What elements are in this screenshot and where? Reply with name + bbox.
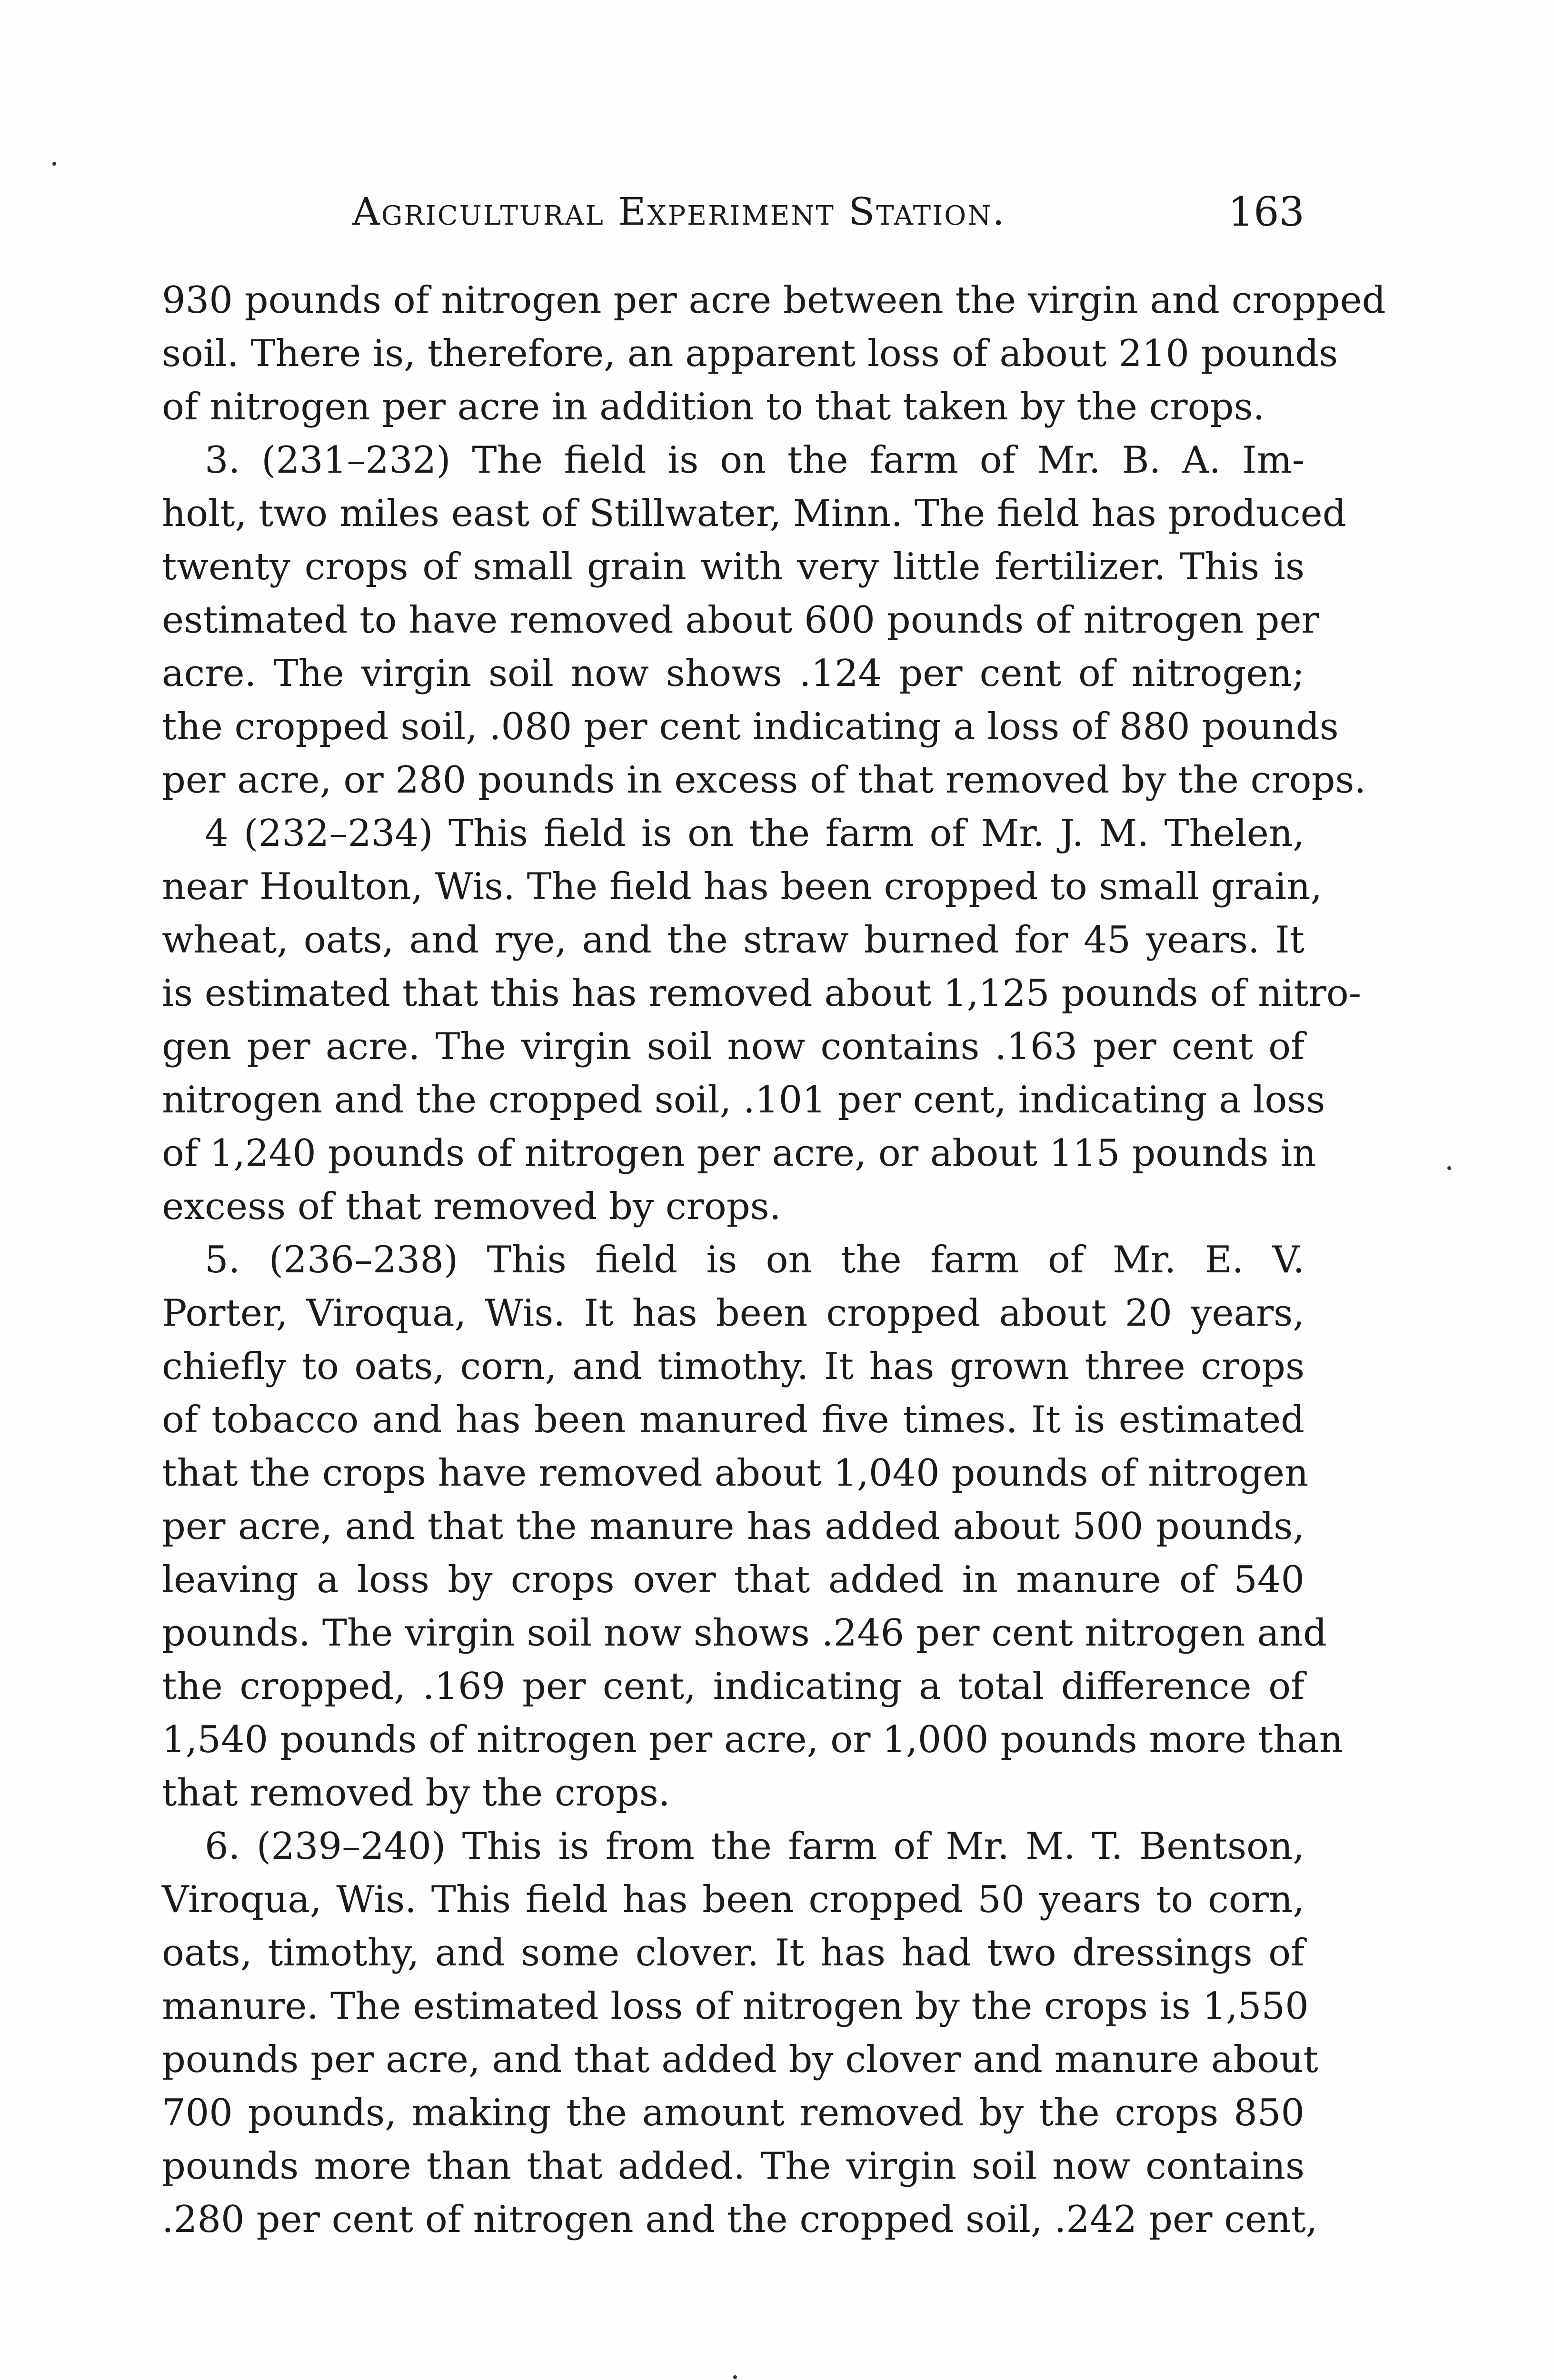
text-line: of tobacco and has been manured five times. It is estimated (162, 1398, 1305, 1441)
text-line: per acre, and that the manure has added about 500 pounds, (162, 1505, 1305, 1548)
paragraph-start-line: 4 (232–234) This field is on the farm of Mr. J. M. Thelen, (205, 812, 1305, 855)
paragraph-start-line: 5. (236–238) This field is on the farm of Mr. E. V. (205, 1239, 1305, 1281)
text-line: is estimated that this has removed about 1,125 pounds of nitro- (162, 972, 1362, 1015)
text-line: pounds per acre, and that added by clover and manure about (162, 2038, 1318, 2081)
text-line: Viroqua, Wis. This field has been cropped 50 years to corn, (162, 1878, 1305, 1921)
text-line: per acre, or 280 pounds in excess of that removed by the crops. (162, 759, 1366, 802)
text-line: of 1,240 pounds of nitrogen per acre, or about 115 pounds in (162, 1132, 1316, 1175)
text-line: oats, timothy, and some clover. It has had two dressings of (162, 1932, 1305, 1974)
text-line: the cropped, .169 per cent, indicating a total difference of (162, 1665, 1305, 1708)
paragraph-start-line: 6. (239–240) This is from the farm of Mr. M. T. Bentson, (205, 1825, 1305, 1868)
text-line: nitrogen and the cropped soil, .101 per cent, indicating a loss (162, 1079, 1325, 1121)
text-line: chiefly to oats, corn, and timothy. It has grown three crops (162, 1345, 1305, 1388)
text-line: 700 pounds, making the amount removed by the crops 850 (162, 2092, 1305, 2134)
text-line: pounds. The virgin soil now shows .246 per cent nitrogen and (162, 1612, 1327, 1655)
page-number: 163 (1228, 188, 1305, 235)
text-line: acre. The virgin soil now shows .124 per cent of nitrogen; (162, 652, 1305, 695)
scan-speck (1447, 1166, 1451, 1170)
paragraph-start-line: 3. (231–232) The field is on the farm of Mr. B. A. Im- (205, 439, 1305, 482)
text-line: near Houlton, Wis. The field has been cropped to small grain, (162, 865, 1323, 908)
text-line: 1,540 pounds of nitrogen per acre, or 1,000 pounds more than (162, 1718, 1343, 1761)
body-text (162, 274, 1386, 2246)
scan-speck (52, 162, 56, 166)
text-line: Porter, Viroqua, Wis. It has been cropped about 20 years, (162, 1292, 1305, 1335)
text-line: .280 per cent of nitrogen and the cropped soil, .242 per cent, (162, 2198, 1318, 2241)
text-line: estimated to have removed about 600 pounds of nitrogen per (162, 599, 1319, 642)
page-header (162, 183, 1305, 240)
text-line: manure. The estimated loss of nitrogen by the crops is 1,550 (162, 1985, 1309, 2028)
text-line: pounds more than that added. The virgin soil now contains (162, 2145, 1305, 2188)
text-line: 930 pounds of nitrogen per acre between the virgin and cropped (162, 279, 1386, 322)
text-line: the cropped soil, .080 per cent indicating a loss of 880 pounds (162, 705, 1339, 748)
text-line: holt, two miles east of Stillwater, Minn. The field has produced (162, 492, 1346, 535)
running-head: Agricultural Experiment Station. (352, 189, 1006, 234)
text-line: that the crops have removed about 1,040 pounds of nitrogen (162, 1452, 1309, 1495)
text-line: wheat, oats, and rye, and the straw burned for 45 years. It (162, 919, 1305, 962)
text-line: excess of that removed by crops. (162, 1185, 781, 1228)
text-line: soil. There is, therefore, an apparent loss of about 210 pounds (162, 332, 1338, 375)
text-line: leaving a loss by crops over that added in manure of 540 (162, 1558, 1305, 1601)
text-line: that removed by the crops. (162, 1772, 670, 1815)
text-line: twenty crops of small grain with very little fertilizer. This is (162, 545, 1305, 588)
text-line: of nitrogen per acre in addition to that taken by the crops. (162, 386, 1265, 428)
text-line: gen per acre. The virgin soil now contains .163 per cent of (162, 1025, 1305, 1068)
scan-speck (733, 2375, 737, 2379)
